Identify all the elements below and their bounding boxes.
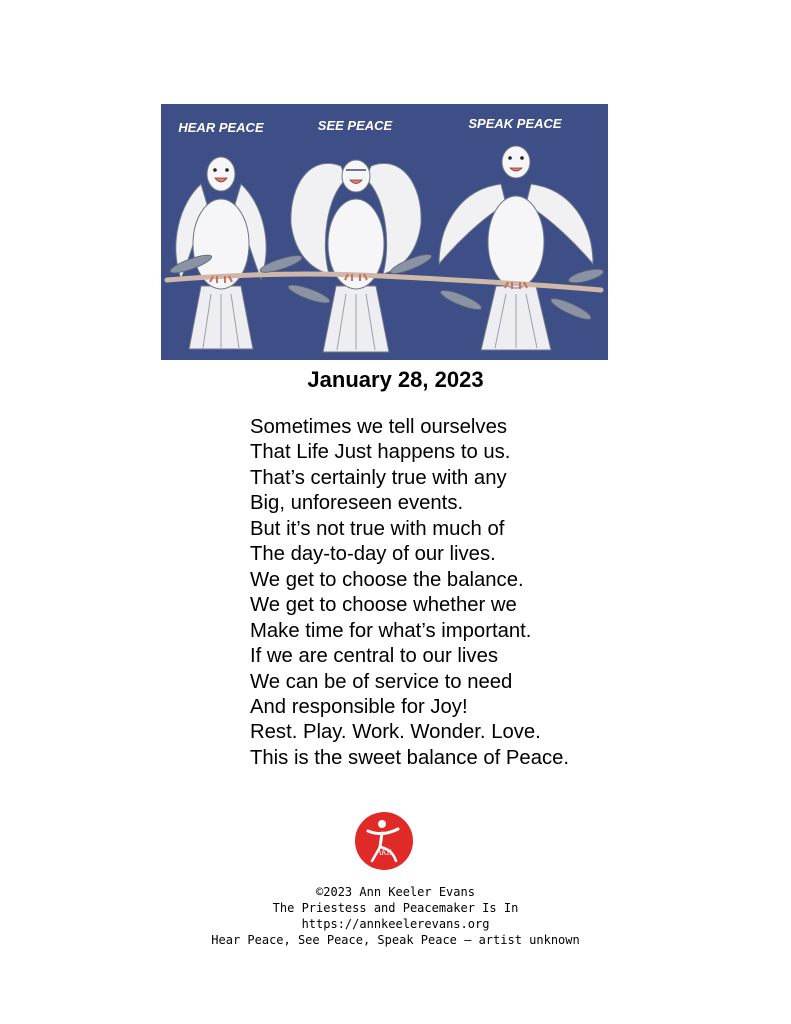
poem-line: If we are central to our lives [250, 645, 498, 668]
poem-date: January 28, 2023 [307, 367, 484, 392]
ake-logo-icon [354, 811, 414, 871]
poem-line: But it’s not true with much of [250, 517, 505, 540]
poem-line: Make time for what’s important. [250, 619, 532, 642]
doves-illustration [161, 104, 608, 360]
hear-peace-label: HEAR PEACE [178, 120, 264, 135]
poem-line: That Life Just happens to us. [250, 441, 511, 464]
speak-peace-label: SPEAK PEACE [468, 116, 562, 131]
poem-line: This is the sweet balance of Peace. [250, 746, 570, 769]
footer [0, 884, 791, 948]
poem-line: We get to choose the balance. [250, 568, 524, 591]
poem-line: And responsible for Joy! [250, 695, 468, 718]
see-peace-label: SEE PEACE [317, 118, 393, 133]
dove-speak-head [502, 146, 530, 178]
dove-hear-head [207, 157, 235, 191]
poem-line: We can be of service to need [250, 670, 513, 693]
logo-letters: AKE [376, 848, 392, 857]
poem-line: Big, unforeseen events. [250, 492, 464, 515]
footer-url[interactable]: https://annkeelerevans.org [301, 917, 490, 931]
dove-speak-body [488, 196, 544, 288]
footer-tagline: The Priestess and Peacemaker Is In [272, 901, 519, 915]
footer-image-credit: Hear Peace, See Peace, Speak Peace — artist unknown [211, 933, 580, 947]
poem-text [250, 415, 569, 771]
poem-line: We get to choose whether we [250, 594, 517, 617]
poem-line: The day-to-day of our lives. [250, 543, 496, 566]
poem-line: That’s certainly true with any [250, 466, 507, 489]
dove-see-head [342, 160, 370, 192]
poem-line: Sometimes we tell ourselves [250, 416, 507, 438]
poem-line: Rest. Play. Work. Wonder. Love. [250, 721, 541, 744]
footer-copyright: ©2023 Ann Keeler Evans [316, 885, 475, 899]
